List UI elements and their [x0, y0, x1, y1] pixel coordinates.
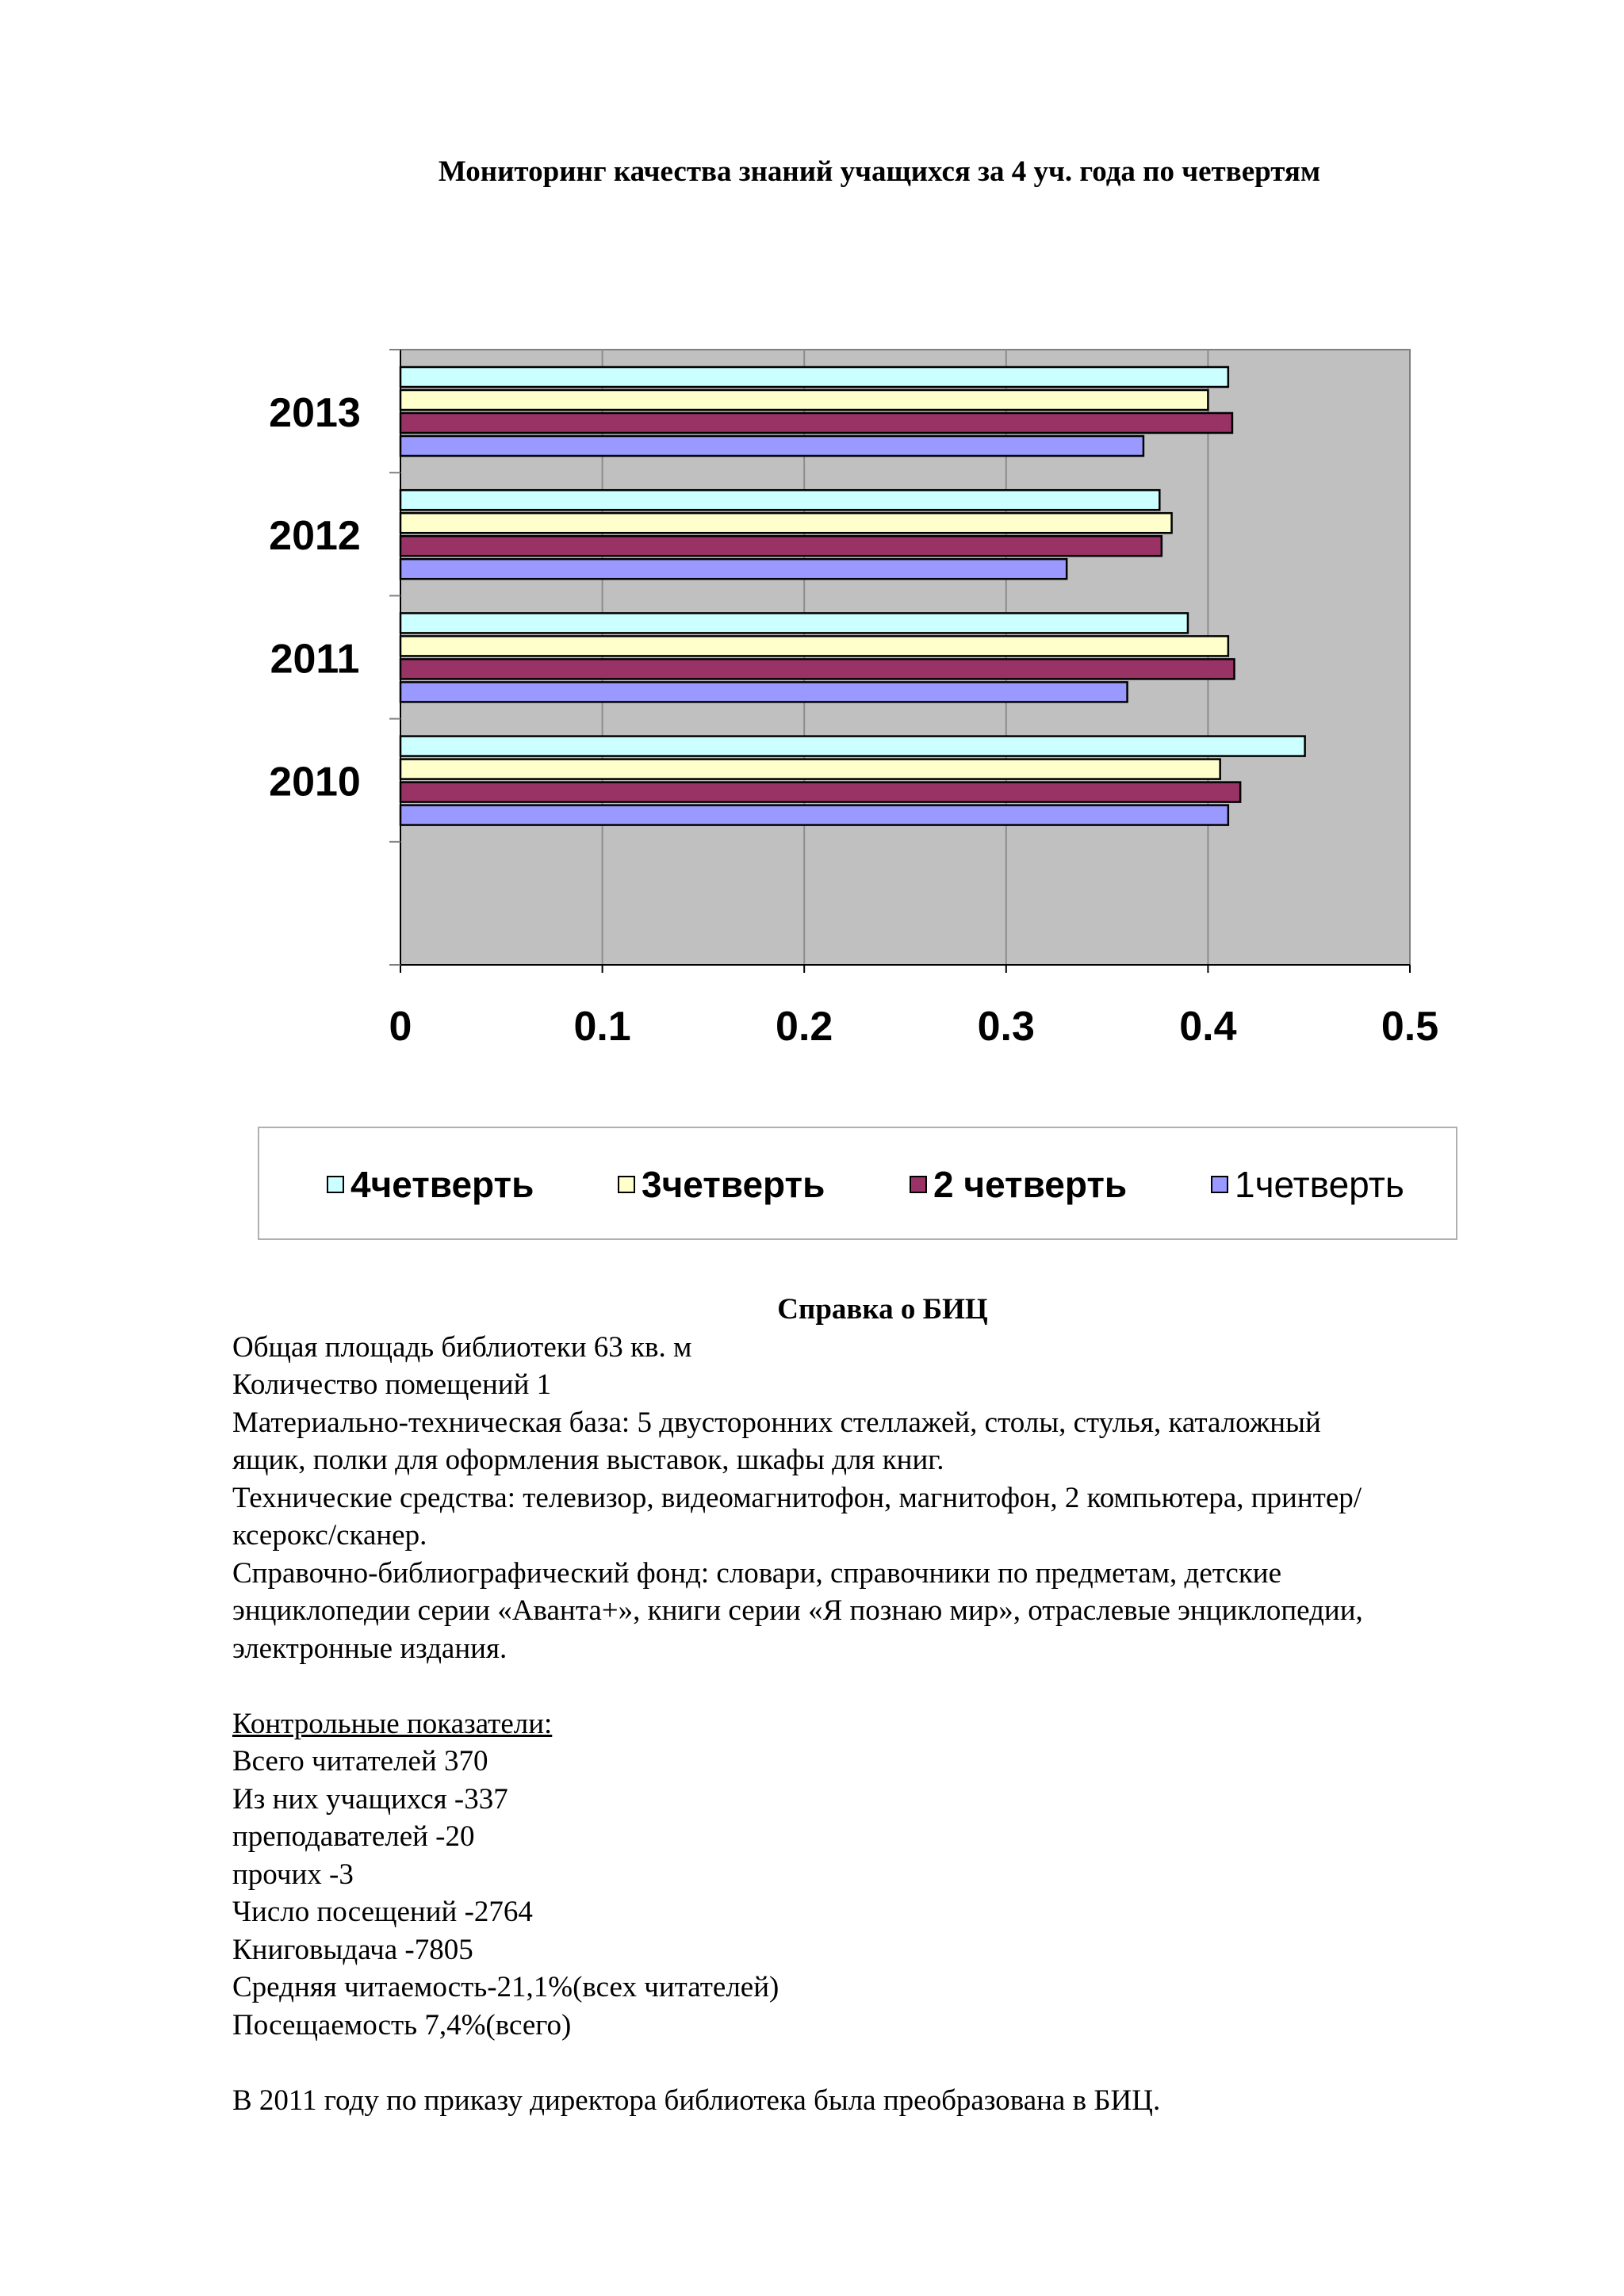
- indicator-line: Книговыдача -7805: [232, 1933, 473, 1966]
- closing-line: В 2011 году по приказу директора библиотека была преобразована в БИЦ.: [232, 2084, 1161, 2117]
- info-line: Справочно-библиографический фонд: словари, справочники по предметам, детские: [232, 1556, 1282, 1590]
- bar: [400, 490, 1159, 510]
- legend-item-q1: [1211, 1165, 1404, 1204]
- legend-label-q2: 2 четверть: [933, 1164, 1128, 1205]
- blank-line: [232, 2044, 1533, 2082]
- x-tick-label: 0.3: [977, 1004, 1035, 1050]
- library-info-section: [232, 1291, 1533, 2119]
- indicator-line: Всего читателей 370: [232, 1745, 488, 1777]
- indicators-heading: Контрольные показатели:: [232, 1707, 553, 1740]
- bar: [400, 659, 1234, 679]
- bar: [400, 559, 1067, 579]
- blank-line: [232, 1667, 1533, 1705]
- x-tick-label: 0.2: [776, 1004, 833, 1050]
- info-line: Общая площадь библиотеки 63 кв. м: [232, 1330, 692, 1364]
- y-category-label: 2010: [269, 759, 361, 806]
- section-heading: Справка о БИЦ: [777, 1293, 988, 1326]
- legend-swatch-q1: [1211, 1176, 1228, 1193]
- legend-item-q4: [327, 1165, 534, 1204]
- chart-legend: [258, 1127, 1457, 1240]
- legend-item-q2: [910, 1165, 1127, 1204]
- legend-swatch-q4: [327, 1176, 344, 1193]
- y-category-label: 2012: [269, 513, 361, 560]
- y-category-label: 2011: [270, 636, 360, 683]
- legend-swatch-q3: [618, 1176, 635, 1193]
- legend-label-q4: 4четверть: [350, 1164, 534, 1205]
- info-line: электронные издания.: [232, 1632, 508, 1665]
- info-line: ящик, полки для оформления выставок, шкафы для книг.: [232, 1444, 944, 1476]
- bar: [400, 513, 1172, 533]
- bar: [400, 783, 1240, 802]
- x-tick-label: 0.1: [573, 1004, 631, 1050]
- indicator-line: Из них учащихся -337: [232, 1782, 508, 1816]
- bar: [400, 436, 1143, 456]
- bar: [400, 413, 1232, 433]
- bar: [400, 367, 1228, 387]
- indicator-line: Число посещений -2764: [232, 1896, 533, 1928]
- bar: [400, 536, 1162, 556]
- bar: [400, 613, 1188, 633]
- bar: [400, 760, 1220, 779]
- info-line: энциклопедии серии «Аванта+», книги серии «Я познаю мир», отраслевые энциклопедии,: [232, 1594, 1363, 1627]
- info-line: ксерокс/сканер.: [232, 1519, 427, 1552]
- indicator-line: Посещаемость 7,4%(всего): [232, 2008, 572, 2042]
- indicator-line: преподавателей -20: [232, 1820, 475, 1853]
- info-line: Технические средства: телевизор, видеомагнитофон, магнитофон, 2 компьютера, принтер/: [232, 1481, 1362, 1514]
- x-tick-label: 0.4: [1179, 1004, 1237, 1050]
- info-line: Количество помещений 1: [232, 1368, 552, 1401]
- x-tick-label: 0.5: [1381, 1004, 1439, 1050]
- bar: [400, 737, 1305, 756]
- bar: [400, 390, 1208, 410]
- indicator-line: Средняя читаемость-21,1%(всех читателей): [232, 1971, 779, 2003]
- legend-label-q3: 3четверть: [642, 1164, 825, 1205]
- bar: [400, 806, 1228, 825]
- legend-swatch-q2: [910, 1176, 927, 1193]
- legend-item-q3: [618, 1165, 825, 1204]
- indicator-line: прочих -3: [232, 1858, 354, 1891]
- info-line: Материально-техническая база: 5 двусторонних стеллажей, столы, стулья, каталожный: [232, 1406, 1321, 1439]
- bar: [400, 682, 1128, 702]
- legend-label-q1: 1четверть: [1235, 1164, 1404, 1205]
- bar: [400, 636, 1228, 656]
- y-category-label: 2013: [269, 390, 361, 436]
- x-tick-label: 0: [389, 1004, 412, 1050]
- chart-title: Мониторинг качества знаний учащихся за 4 уч. года по четвертям: [438, 155, 1321, 188]
